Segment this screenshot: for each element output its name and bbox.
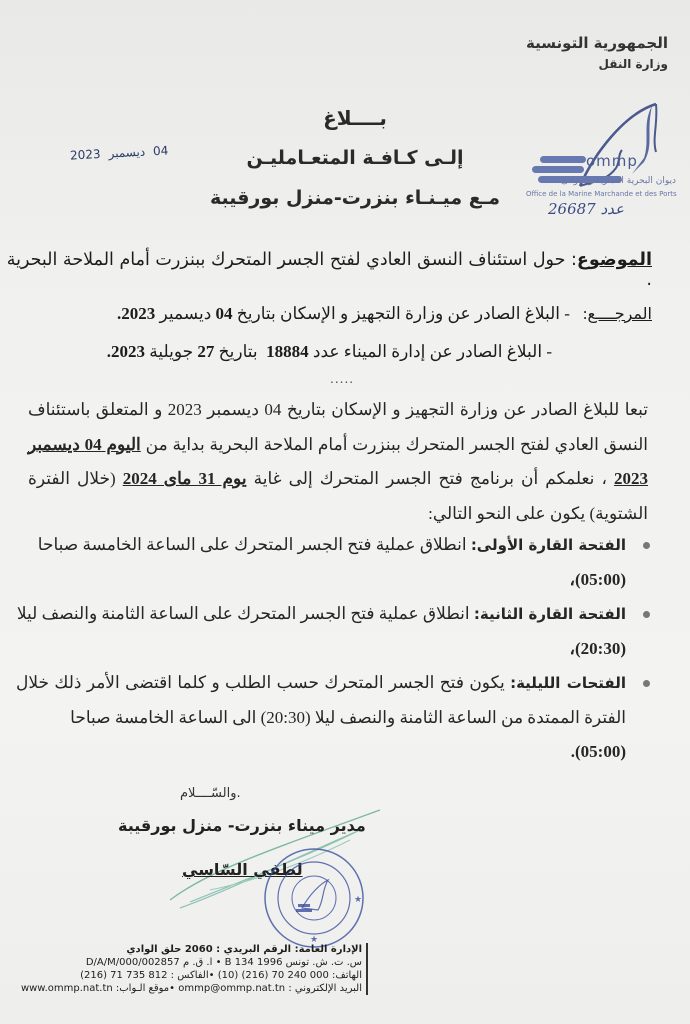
notice-title: بــــلاغ	[323, 106, 387, 130]
body-end-date: يوم 31 ماى 2024	[122, 469, 247, 488]
office-french-name: Office de la Marine Marchande et des Ports	[526, 190, 677, 198]
schedule-item-title: الفتحة القارة الثانية:	[473, 605, 626, 623]
schedule-list	[16, 528, 652, 770]
notice-titles	[180, 98, 530, 218]
brand-name: ommp	[586, 152, 638, 170]
reference-2-number: 18884	[266, 342, 309, 361]
reference-1-day: 04	[215, 304, 233, 323]
registration-number	[548, 200, 624, 218]
bullet-icon	[643, 680, 650, 687]
reference-1-month: ديسمير	[159, 304, 212, 323]
body-part-1: تبعا للبلاغ الصادر عن وزارة التجهيز و الإسكان بتاريخ 04 ديسمبر 2023 و المتعلق باستئناف النسق العادي لفتح الجسر المتحرك ببنزرت أمام الملاحة البحرية بداية من	[28, 400, 649, 454]
reference-2-year: 2023.	[106, 342, 146, 361]
director-title: مدير ميناء بنزرت- منزل بورقيبة	[118, 816, 366, 835]
schedule-item-time: (05:00).	[570, 742, 626, 761]
separator: .....	[330, 372, 355, 386]
schedule-item-text: انطلاق عملية فتح الجسر المتحرك على الساعة الخامسة صباحا	[37, 535, 467, 554]
schedule-item	[16, 597, 652, 666]
bullet-icon	[643, 542, 650, 549]
footer-phone-fax: الهاتف: 000 240 70 (216) (10) •الفاكس : 812 735 71 (216)	[80, 970, 362, 981]
body-paragraph	[28, 393, 648, 531]
reference-2-text: - البلاغ الصادر عن إدارة الميناء عدد	[312, 342, 552, 361]
svg-text:★: ★	[354, 895, 363, 905]
subject-label: الموضوع	[576, 250, 652, 270]
registration-value: 26687	[548, 200, 596, 218]
reference-2-month: جويلية	[149, 342, 194, 361]
notice-recipients: إلـى كـافـة المتعـامليـن	[246, 147, 464, 169]
schedule-item	[16, 666, 652, 770]
schedule-item-text: يكون فتح الجسر المتحرك حسب الطلب و كلما اقتضى الأمر ذلك خلال الفترة الممتدة من الساعة الثامنة والنصف ليلا (20:30) الى الساعة الخامسة صباحا	[16, 673, 626, 727]
subject-text: : حول استئناف النسق العادي لفتح الجسر المتحرك ببنزرت أمام الملاحة البحرية .	[6, 250, 652, 290]
date-day: 04	[152, 143, 169, 159]
date-year: 2023	[69, 146, 101, 163]
date-month: ديسمبر	[108, 144, 146, 161]
schedule-item	[16, 528, 652, 597]
body-part-2: ، نعلمكم أن برنامج فتح الجسر المتحرك إلى غاية	[253, 469, 607, 488]
reference-1-year: 2023.	[116, 304, 156, 323]
footer-address: الإدارة العامة: الرقم البريدي : 2060 حلق الوادي	[126, 944, 362, 955]
reference-2	[107, 342, 552, 362]
footer-contact	[21, 943, 368, 995]
reference-label: المرجــــع	[587, 304, 652, 323]
body-start-date: اليوم 04 ديسمبر 2023	[28, 434, 649, 488]
notice-port: مـع ميـنـاء بنزرت-منزل بورقيبة	[209, 187, 501, 209]
reference-1-text: - البلاغ الصادر عن وزارة التجهيز و الإسكان بتاريخ	[236, 304, 570, 323]
reference-2-day: 27	[197, 342, 215, 361]
bullet-icon	[643, 611, 650, 618]
registration-label: عدد	[600, 200, 625, 218]
reference-1: المرجــــع: - البلاغ الصادر عن وزارة التجهيز و الإسكان بتاريخ 04 ديسمير 2023.	[116, 304, 652, 323]
republic-name: الجمهورية التونسية	[526, 34, 668, 52]
signer-name: لطفي السّاسي	[182, 860, 303, 879]
reference-2-mid: بتاريخ	[218, 342, 258, 361]
office-arabic-name: ديوان البحرية التجارية والموانئ	[560, 176, 676, 186]
ommp-logo	[524, 94, 684, 234]
schedule-item-title: الفتحات الليلية:	[510, 674, 626, 692]
schedule-item-time: (05:00)،	[569, 569, 626, 589]
footer-email-web: البريد الإلكتروني : ommp@ommp.nat.tn •موقع الـواب: www.ommp.nat.tn	[20, 983, 362, 994]
subject-line	[0, 250, 652, 290]
ministry-name: وزارة النقل	[598, 57, 668, 71]
date-stamp	[66, 143, 173, 163]
schedule-item-time: (20:30)،	[569, 638, 626, 658]
official-stamp	[262, 846, 366, 950]
footer-registration: س. ت. ش. تونس 1996 B 134 • ا. ق. م 002857/D/A/M/000	[85, 957, 362, 968]
schedule-item-text: انطلاق عملية فتح الجسر المتحرك على الساعة الثامنة والنصف ليلا	[16, 604, 470, 623]
closing-salutation: والسّــــلام.	[180, 786, 241, 801]
body-part-3: (خلال الفترة الشتوية) يكون على النحو التالي:	[28, 469, 648, 523]
svg-text:★: ★	[310, 935, 319, 945]
schedule-item-title: الفتحة القارة الأولى:	[470, 536, 626, 554]
letterhead	[526, 32, 668, 74]
